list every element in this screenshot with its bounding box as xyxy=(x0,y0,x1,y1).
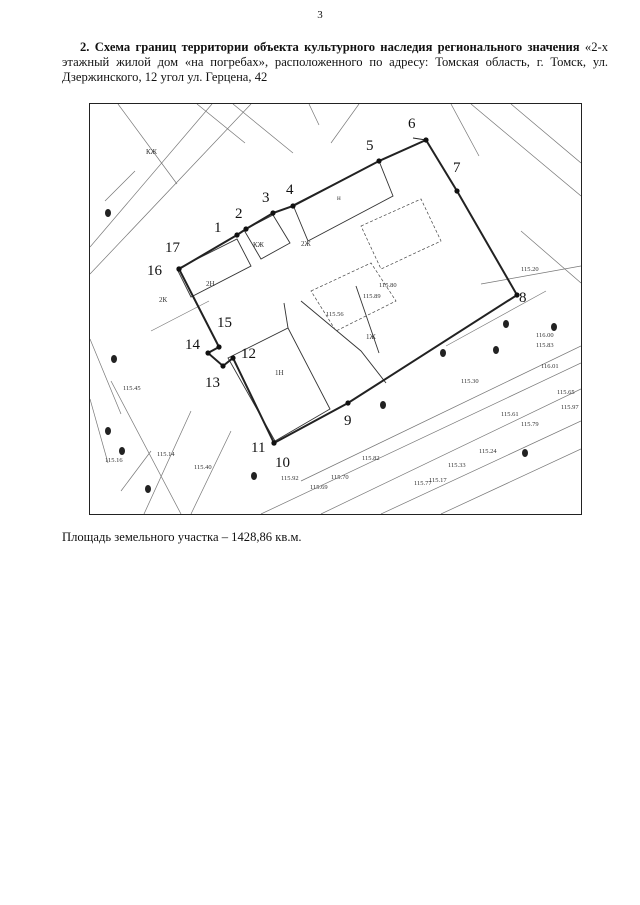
vertex-1 xyxy=(234,232,239,237)
document-heading xyxy=(62,40,608,85)
parcel-boundary xyxy=(179,140,517,443)
building-label: 2Н xyxy=(206,280,215,288)
elevation-mark: 116.00 xyxy=(536,332,554,339)
section-number: 2. xyxy=(80,40,90,54)
vertex-13 xyxy=(220,363,225,368)
vertex-label: 2 xyxy=(235,206,243,222)
heading-title: Схема границ территории объекта культурного наследия регионального значения xyxy=(94,40,580,54)
vertex-17 xyxy=(176,266,181,271)
tree-icon xyxy=(503,320,509,328)
elevation-mark: 115.83 xyxy=(536,342,554,349)
elevation-mark: 115.45 xyxy=(123,385,141,392)
building-label: 2Ж xyxy=(301,240,311,248)
building-outlines xyxy=(177,161,393,441)
vertex-5 xyxy=(376,158,381,163)
vertex-labels xyxy=(147,116,527,471)
vertex-6 xyxy=(423,137,428,142)
heading-address: «2-х этажный жилой дом «на погребах», расположенного по адресу: Томская область, г. Томск, ул. Дзержинского, 12 угол ул. Герцена, 42 xyxy=(62,40,608,84)
vertex-label: 9 xyxy=(344,413,352,429)
elevation-mark: 115.40 xyxy=(194,464,212,471)
elevation-mark: 115.82 xyxy=(362,455,380,462)
vertex-label: 7 xyxy=(453,160,461,176)
elevation-mark: 115.89 xyxy=(363,293,381,300)
building-labels xyxy=(146,148,377,377)
elevation-mark: 115.56 xyxy=(326,311,344,318)
building-label: н xyxy=(337,194,341,202)
site-map-canvas xyxy=(90,104,581,514)
elevation-mark: 115.17 xyxy=(429,477,447,484)
elevation-mark: 115.70 xyxy=(331,474,349,481)
vertex-label: 3 xyxy=(262,190,270,206)
elevation-mark: 115.30 xyxy=(461,378,479,385)
site-map xyxy=(89,103,582,515)
elevation-mark: 115.79 xyxy=(521,421,539,428)
elevation-mark: 115.16 xyxy=(105,457,123,464)
elevation-mark: 115.97 xyxy=(561,404,579,411)
building-label: КЖ xyxy=(253,241,264,249)
elevation-mark: 115.24 xyxy=(479,448,497,455)
vertex-4 xyxy=(290,203,295,208)
elevation-mark: 115.61 xyxy=(501,411,519,418)
elevation-mark: 115.77 xyxy=(414,480,432,487)
tree-icon xyxy=(551,323,557,331)
tree-icon xyxy=(119,447,125,455)
vertex-9 xyxy=(345,400,350,405)
vertex-12 xyxy=(230,355,235,360)
vertex-label: 8 xyxy=(519,290,527,306)
elevation-mark: 115.20 xyxy=(521,266,539,273)
vertex-14 xyxy=(205,350,210,355)
vertex-label: 1 xyxy=(214,220,222,236)
vertex-label: 12 xyxy=(241,346,256,362)
vertex-label: 13 xyxy=(205,375,220,391)
building-label: 1Н xyxy=(275,369,284,377)
vertex-11 xyxy=(271,440,276,445)
vertex-label: 15 xyxy=(217,315,232,331)
vertex-label: 17 xyxy=(165,240,180,256)
elevation-mark: 116.01 xyxy=(541,363,559,370)
tree-icon xyxy=(251,472,257,480)
building-label: 1Ж xyxy=(366,333,376,341)
vertex-label: 5 xyxy=(366,138,374,154)
tree-icon xyxy=(111,355,117,363)
vertex-label: 16 xyxy=(147,263,162,279)
elevation-mark: 115.14 xyxy=(157,451,175,458)
elevation-mark: 115.80 xyxy=(379,282,397,289)
tree-icon xyxy=(380,401,386,409)
tree-icon xyxy=(145,485,151,493)
vertex-15 xyxy=(216,344,221,349)
elevation-mark: 115.92 xyxy=(281,475,299,482)
parcel-area-text: Площадь земельного участка – 1428,86 кв.м. xyxy=(62,530,302,544)
vertex-label: 14 xyxy=(185,337,200,353)
vertex-3 xyxy=(270,210,275,215)
building-label: 2К xyxy=(159,296,168,304)
vertex-label: 11 xyxy=(251,440,266,456)
elevation-mark: 115.69 xyxy=(310,484,328,491)
vertex-7 xyxy=(454,188,459,193)
elevation-mark: 115.65 xyxy=(557,389,575,396)
tree-icon xyxy=(522,449,528,457)
vertex-label: 6 xyxy=(408,116,416,132)
tree-icon xyxy=(105,209,111,217)
tree-icon xyxy=(440,349,446,357)
building-label: КЖ xyxy=(146,148,157,156)
boundary-vertices xyxy=(176,137,519,445)
vertex-2 xyxy=(243,226,248,231)
vertex-label: 10 xyxy=(275,455,290,471)
elevation-mark: 115.33 xyxy=(448,462,466,469)
page-number: 3 xyxy=(317,9,323,21)
tree-icon xyxy=(493,346,499,354)
vertex-label: 4 xyxy=(286,182,294,198)
tree-icon xyxy=(105,427,111,435)
